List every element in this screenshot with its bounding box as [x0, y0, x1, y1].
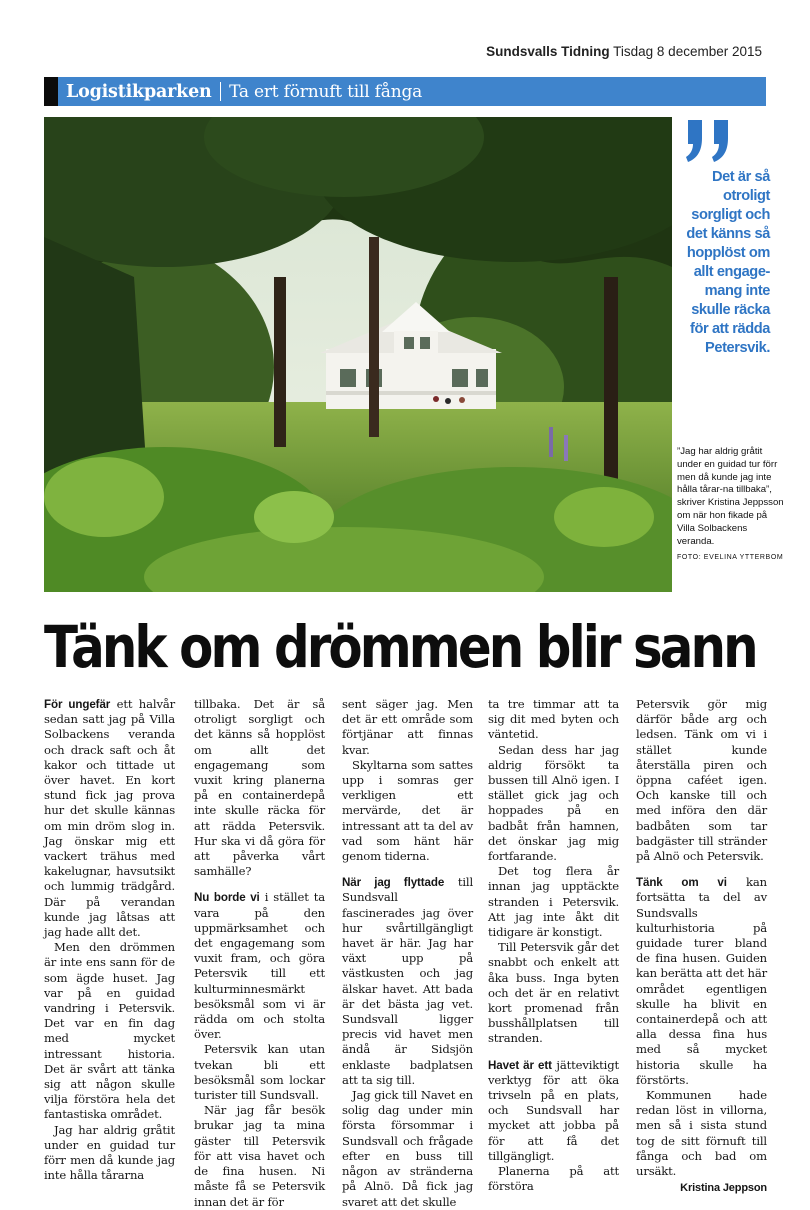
paragraph: Nu borde vi i stället ta vara på den uppmärksamhet och det engagemang som vuxit fram, och göra Petersvik till ett kulturminnesmärkt besöksmål som vi är rädda om och stolta över. [194, 890, 326, 1042]
paragraph: sent säger jag. Men det är ett område som förtjänar att finnas kvar. [342, 697, 473, 757]
publication-date: Tisdag 8 december 2015 [613, 44, 762, 59]
paragraph: Petersvik gör mig därför både arg och ledsen. Tänk om vi i stället kunde återställa piren och öppna caféet igen. Och kanske till och med införa den där badbåten som tar badgäster till stränder på Alnö och Petersvik. [636, 697, 767, 864]
photo-credit: FOTO: EVELINA YTTERBOM [677, 554, 784, 562]
paragraph: När jag flyttade till Sundsvall fascinerades jag över hur svårtillgängligt havet är här. Jag har växt upp på västkusten och jag älskar havet. Att bada är det bästa jag vet. Sundsvall ligger precis vid havet men ändå är Sidsjön enklaste badplatsen att ta sig till. [342, 875, 474, 1087]
article-photo [44, 117, 672, 592]
body-column-4 [488, 697, 619, 1195]
paragraph: tillbaka. Det är så otroligt sorgligt och det känns så hopplöst om allt det engagemang som vuxit kring planerna på en containerdepå inte skulle räcka för att rädda Petersvik. Hur ska vi då göra för att påverka vårt samhälle? [194, 697, 325, 879]
paragraph-lead: Nu borde vi [194, 891, 260, 905]
paragraph-lead: Havet är ett [488, 1058, 552, 1072]
paragraph: Jag har aldrig gråtit under en guidad tur förr men då kunde jag inte hålla tårarna [44, 1122, 175, 1183]
body-column-5 [636, 697, 767, 1197]
paragraph: Havet är ett jätteviktigt verktyg för att öka trivseln på en plats, och Sundsvall har mycket att jobba på för att få det tillgängligt. [488, 1057, 620, 1163]
paragraph: ta tre timmar att ta sig dit med byten och väntetid. [488, 697, 619, 742]
rubric-subtitle: Ta ert förnuft till fånga [229, 81, 423, 102]
rubric-section-name: Logistikparken [66, 81, 212, 102]
paragraph: Planerna på att förstöra [488, 1164, 619, 1194]
paragraph: Petersvik kan utan tvekan bli ett besöksmål som lockar turister till Sundsvall. [194, 1042, 325, 1103]
body-column-3 [342, 697, 473, 1210]
paragraph: Det tog flera år innan jag upptäckte stranden i Petersvik. Att jag inte åkt dit tidigare är konstigt. [488, 864, 619, 940]
body-column-2 [194, 697, 325, 1210]
rubric-divider [220, 82, 222, 101]
body-column-1 [44, 697, 175, 1184]
paragraph: Men den drömmen är inte ens sann för de som ägde huset. Jag var på en guidad vandring i Petersvik. Det var en fin dag med mycket intressant historia. Det är svårt att tänka sig att någon skulle vilja förstöra hela det fantastiska området. [44, 940, 175, 1122]
paragraph: Sedan dess har jag aldrig försökt ta bussen till Alnö igen. I stället gick jag och hoppades på en badbåt från hamnen, det önskar jag mig fortfarande. [488, 742, 619, 864]
newspaper-name: Sundsvalls Tidning [486, 44, 610, 59]
paragraph: Skyltarna som sattes upp i somras ger verkligen ett mervärde, det är intressant att ta del av vad som hänt här genom tiderna. [342, 757, 473, 864]
paragraph-lead: När jag flyttade [342, 876, 445, 890]
paragraph: Kommunen hade redan löst in villorna, men så i sista stund tog de sitt förnuft till fånga och bad om ursäkt. [636, 1088, 767, 1179]
pull-quote: Det är så otroligt sorgligt och det känns så hopplöst om allt engage-mang inte skulle räcka för att rädda Petersvik. [686, 169, 770, 356]
quote-mark-icon [684, 116, 756, 164]
caption-text: ”Jag har aldrig gråtit under en guidad tur förr men då kunde jag inte hålla tårar-na tillbaka”, skriver Kristina Jeppsson om när hon fikade på Villa Solbackens veranda. [677, 446, 784, 547]
paragraph: När jag får besök brukar jag ta mina gäster till Petersvik för att visa havet och de fina husen. Ni måste få se Petersvik innan det är för [194, 1103, 325, 1209]
section-rubric [44, 77, 766, 106]
paragraph: Till Petersvik går det snabbt och enkelt att åka buss. Inga byten och det är en relativt kort promenad från busshållplatsen till stranden. [488, 940, 619, 1046]
paragraph: För ungefär ett halvår sedan satt jag på Villa Solbackens veranda och drack saft och åt kakor och tittade ut över havet. En kort stund fick jag prova hur det skulle kännas om min dröm slog in. Jag önskar mig ett vackert trähus med kakelugnar, havsutsikt och lummig trädgård. Där på verandan kunde jag låtsas att jag hade allt det. [44, 697, 176, 940]
rubric-marker [44, 77, 58, 106]
paragraph: Tänk om vi kan fortsätta ta del av Sundsvalls kulturhistoria på guidade turer bland de fina husen. Guiden kan berätta att det här området egentligen skulle ha blivit en containerdepå och att alla dessa fina hus med så mycket historia skulle ha förstörts. [636, 875, 767, 1087]
paragraph: Jag gick till Navet en solig dag under min första försommar i Sundsvall och frågade efter en buss till någon av stränderna på Alnö. Då fick jag svaret att det skulle [342, 1088, 473, 1209]
headline: Tänk om drömmen blir sann [44, 613, 756, 681]
masthead [486, 44, 762, 59]
byline: Kristina Jeppson [680, 1182, 767, 1195]
paragraph-lead: Tänk om vi [636, 876, 727, 890]
photo-caption [677, 446, 787, 563]
paragraph-lead: För ungefär [44, 698, 111, 711]
villa-garden-photo [44, 117, 672, 592]
